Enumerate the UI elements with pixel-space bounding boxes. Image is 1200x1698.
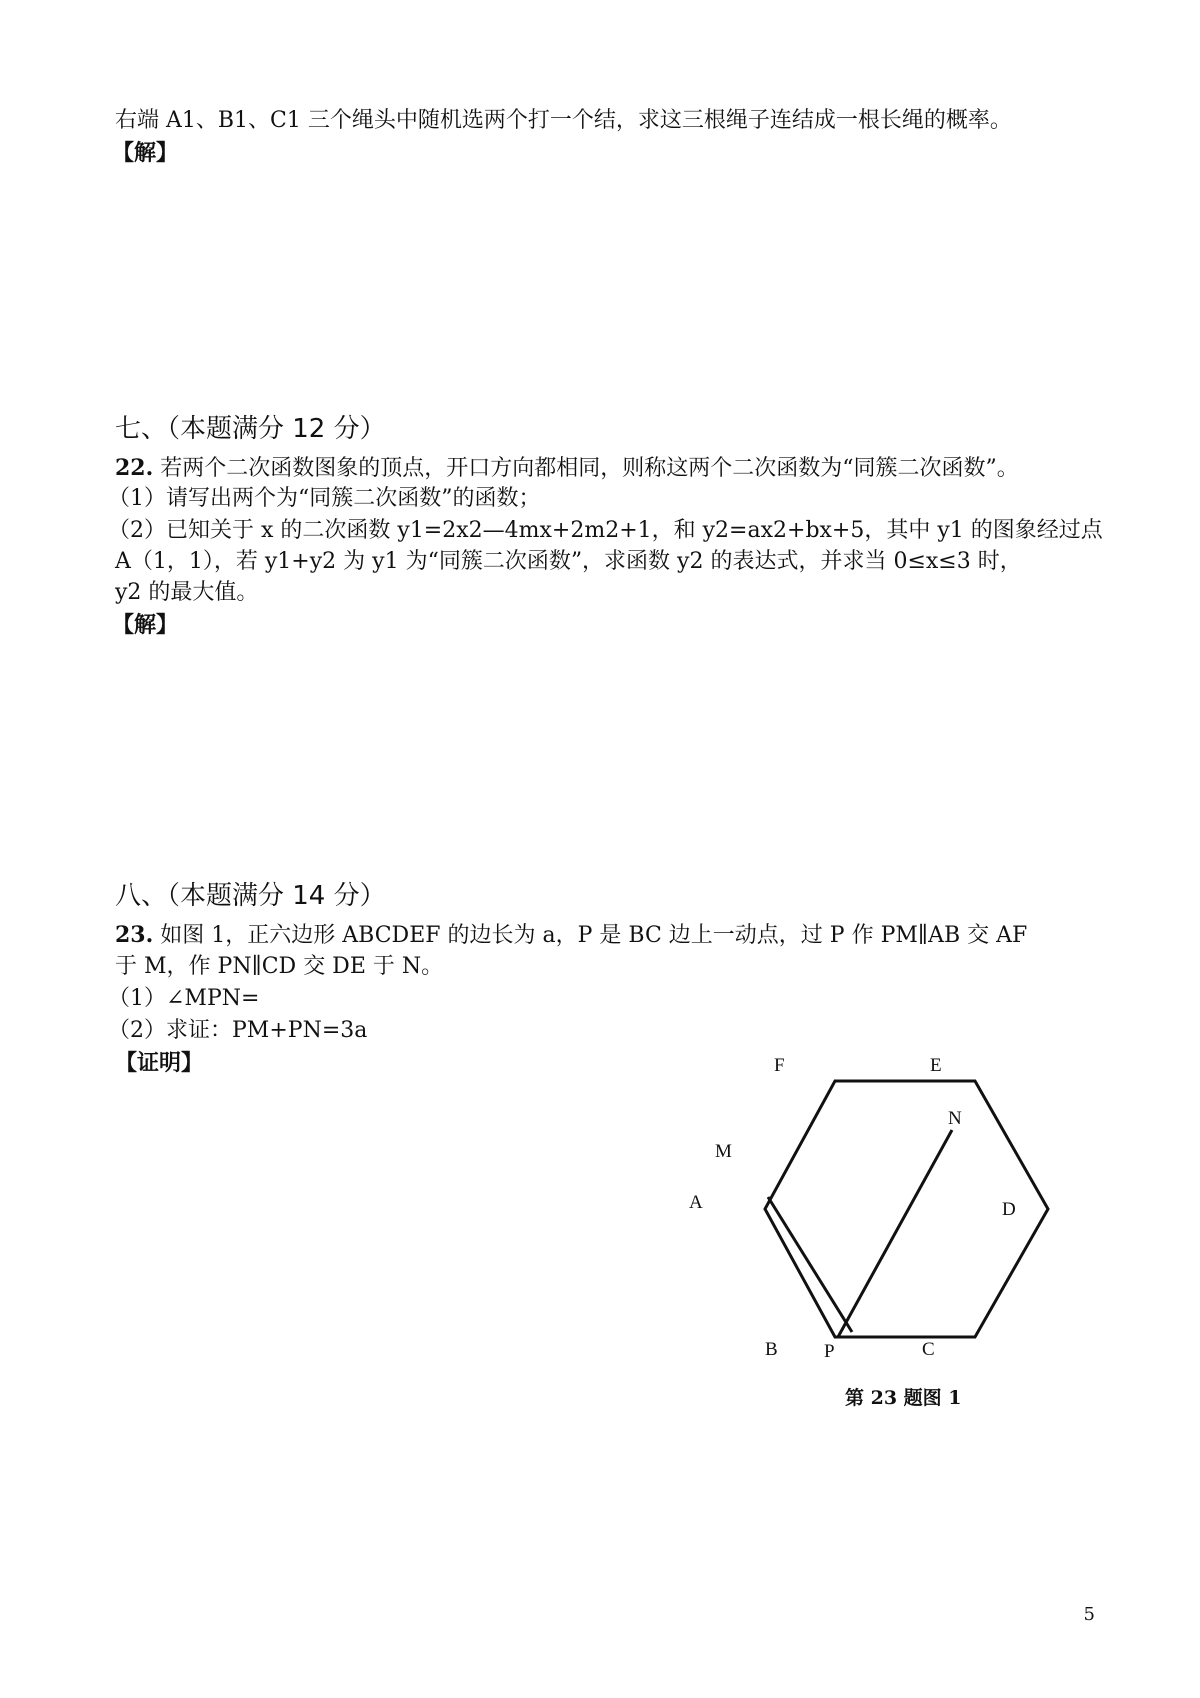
section-8-heading: 八、（本题满分 14 分） (115, 881, 386, 911)
segment-pm (768, 1197, 852, 1332)
question-22-stem (115, 453, 1019, 484)
question-23-part-2: （2）求证：PM+PN=3a (108, 1018, 368, 1043)
question-22-part-2: （2）已知关于 x 的二次函数 y1=2x2—4mx+2m2+1，和 y2=ax2+bx+5，其中 y1 的图象经过点 (108, 518, 1103, 543)
segment-pn (838, 1130, 952, 1337)
vertex-label-c: C (922, 1339, 935, 1360)
figure-caption: 第 23 题图 1 (845, 1387, 962, 1409)
vertex-label-m: M (715, 1141, 732, 1162)
vertex-label-n: N (948, 1108, 962, 1129)
question-23-stem-cont: 于 M，作 PN∥CD 交 DE 于 N。 (115, 954, 444, 979)
answer-tag: 【解】 (112, 612, 179, 638)
vertex-label-e: E (930, 1055, 942, 1076)
question-22-part-2-end: y2 的最大值。 (115, 580, 259, 605)
question-text: 如图 1，正六边形 ABCDEF 的边长为 a，P 是 BC 边上一动点，过 P 作 PM∥AB 交 AF (153, 923, 1028, 948)
answer-tag: 【解】 (112, 140, 179, 166)
question-number: 22. (115, 455, 154, 481)
question-23-part-1: （1）∠MPN= (108, 986, 260, 1011)
question-22-part-1: （1）请写出两个为“同簇二次函数”的函数； (108, 486, 541, 511)
hexagon-figure (689, 1040, 1120, 1362)
section-7-heading: 七、（本题满分 12 分） (115, 414, 386, 444)
proof-tag: 【证明】 (115, 1050, 204, 1076)
question-text: 若两个二次函数图象的顶点，开口方向都相同，则称这两个二次函数为“同簇二次函数”。 (153, 456, 1019, 481)
continued-question-text: 右端 A1、B1、C1 三个绳头中随机选两个打一个结，求这三根绳子连结成一根长绳的概率。 (115, 108, 1012, 133)
vertex-label-p: P (824, 1341, 835, 1362)
question-number: 23. (115, 922, 154, 948)
vertex-label-f: F (774, 1055, 785, 1076)
vertex-label-d: D (1002, 1199, 1016, 1220)
vertex-label-b: B (765, 1339, 778, 1360)
vertex-label-a: A (689, 1192, 703, 1213)
page-number: 5 (1083, 1604, 1095, 1625)
question-22-part-2-cont: A（1，1），若 y1+y2 为 y1 为“同簇二次函数”，求函数 y2 的表达式，并求当 0≤x≤3 时， (115, 549, 1022, 574)
hexagon-diagram (689, 1040, 1120, 1362)
question-23-stem (115, 920, 1027, 951)
